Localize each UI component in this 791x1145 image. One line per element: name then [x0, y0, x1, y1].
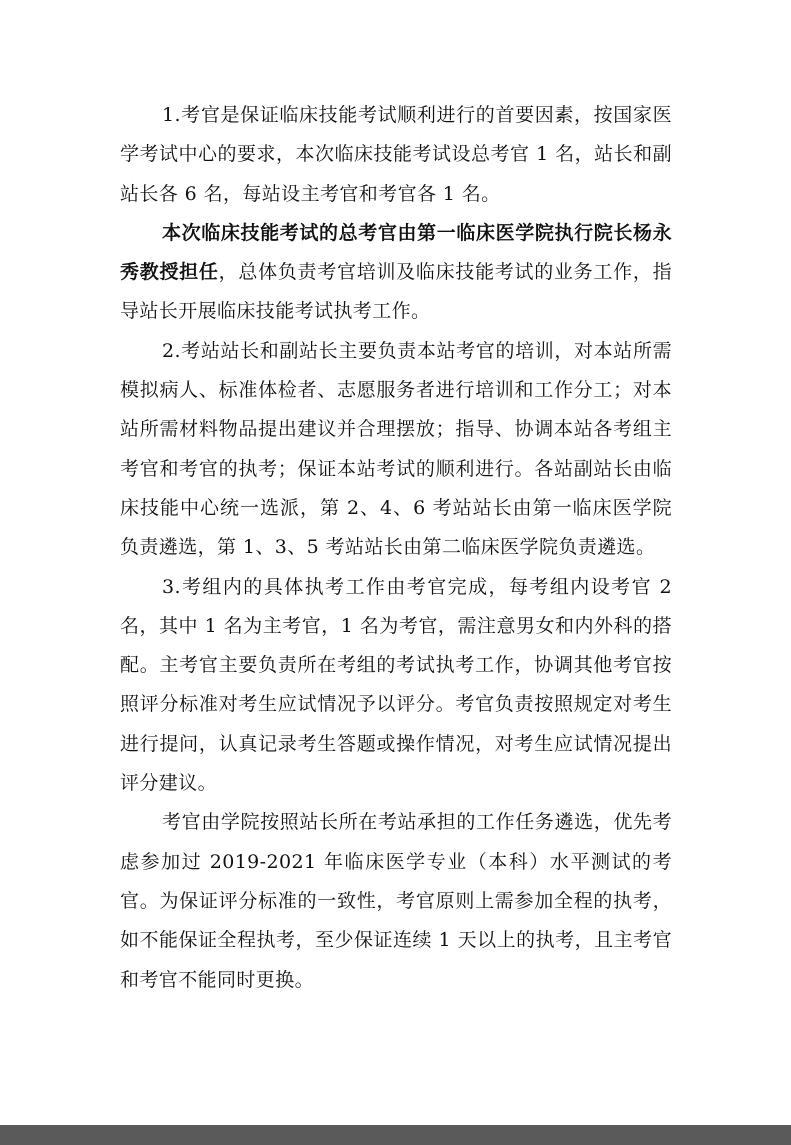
chief-examiner-rest-text: ，总体负责考官培训及临床技能考试的业务工作，指导站长开展临床技能考试执考工作。	[120, 261, 672, 323]
viewer-bottom-bar	[0, 1125, 791, 1145]
paragraph-examiner-selection: 考官由学院按照站长所在考站承担的工作任务遴选，优先考虑参加过 2019-2021 年临床医学专业（本科）水平测试的考官。为保证评分标准的一致性，考官原则上需参加全程的执考，如不能保证全程执考，至少保证连续 1 天以上的执考，且主考官和考官不能同时更换。	[120, 811, 672, 991]
paragraph-chief-examiner	[120, 214, 672, 332]
paragraph-examiner-role: 1.考官是保证临床技能考试顺利进行的首要因素，按国家医学考试中心的要求，本次临床技能考试设总考官 1 名，站长和副站长各 6 名，每站设主考官和考官各 1 名。	[120, 104, 672, 205]
chief-examiner-bold-text: 本次临床技能考试的总考官由第一临床医学院执行院长杨永秀教授担任	[120, 221, 672, 284]
paragraph-exam-group: 3.考组内的具体执考工作由考官完成，每考组内设考官 2 名，其中 1 名为主考官，1 名为考官，需注意男女和内外科的搭配。主考官主要负责所在考组的考试执考工作，协调其他考官按照评分标准对考生应试情况予以评分。考官负责按照规定对考生进行提问，认真记录考生答题或操作情况，对考生应试情况提出评分建议。	[120, 575, 672, 795]
paragraph-station-leader: 2.考站站长和副站长主要负责本站考官的培训，对本站所需模拟病人、标准体检者、志愿服务者进行培训和工作分工；对本站所需材料物品提出建议并合理摆放；指导、协调本站各考组主考官和考官的执考；保证本站考试的顺利进行。各站副站长由临床技能中心统一选派，第 2、4、6 考站站长由第一临床医学院负责遴选，第 1、3、5 考站站长由第二临床医学院负责遴选。	[120, 339, 672, 559]
document-body	[120, 96, 672, 1000]
